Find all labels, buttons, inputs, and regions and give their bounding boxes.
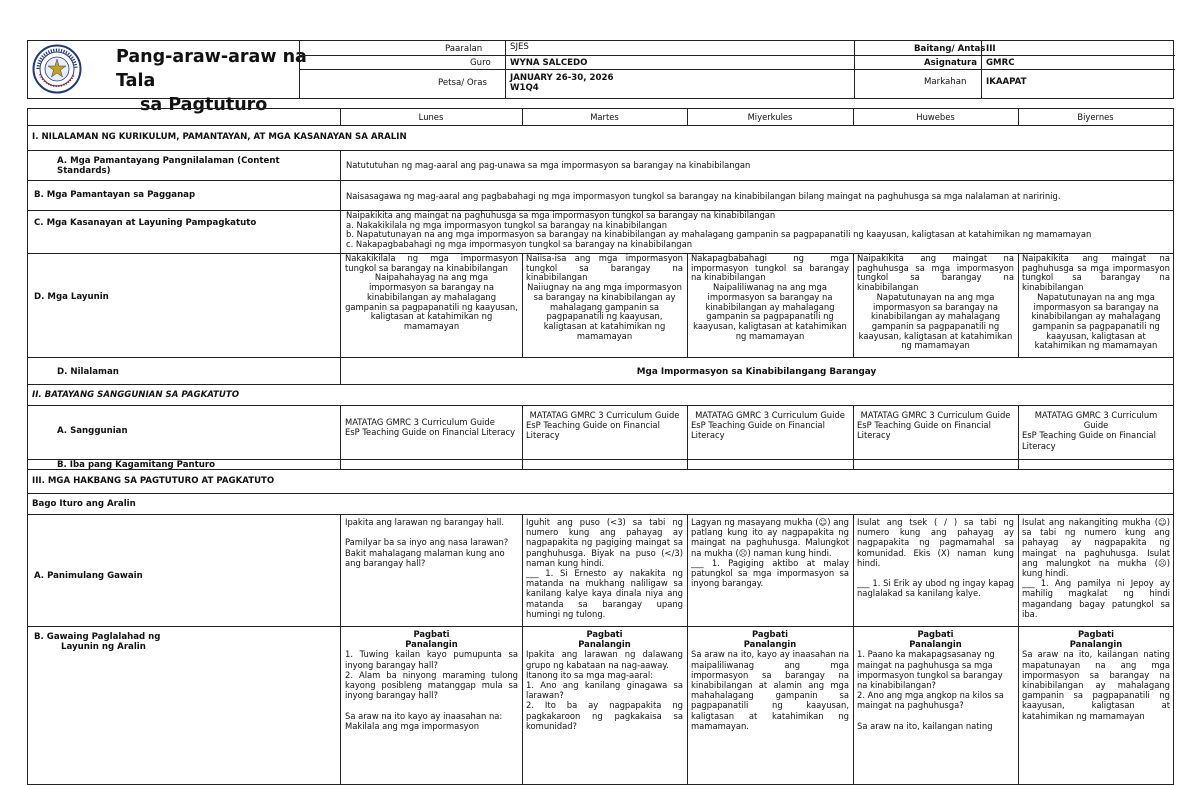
objectives-label: D. Mga Layunin: [34, 292, 109, 302]
presentation-huwebes: Pagbati Panalangin 1. Paano ka makapagsasanay ng maingat na paghuhusga sa mga impormasyon tungkol sa barangay na kinabibilangan? 2. Ano ang mga angkop na kilos sa maingat na paghuhusga? Sa araw na ito, kailangan nating: [857, 629, 1004, 731]
presentation-lunes: Pagbati Panalangin 1. Tuwing kailan kayo pumupunta sa inyong barangay hall? 2. Alam ba ninyong maraming tulong kayong posibleng matanggap mula sa inyong barangay hall? Sa araw na ito kayo ay inaasahan na: Makilala ang mga impormasyon: [345, 629, 518, 731]
section-3-title: III. MGA HAKBANG SA PAGTUTURO AT PAGKATUTO: [32, 476, 275, 486]
other-materials-label: B. Iba pang Kagamitang Panturo: [57, 460, 215, 470]
content-label: D. Nilalaman: [57, 367, 119, 377]
date-value-2: W1Q4: [510, 83, 539, 93]
content-standards-label: A. Mga Pamantayang Pangnilalaman (Content Standards): [57, 156, 280, 176]
date-label: Petsa/ Oras: [438, 78, 487, 88]
reference-miyerkules: MATATAG GMRC 3 Curriculum Guide EsP Teaching Guide on Financial Literacy: [691, 410, 845, 441]
starting-activity-biyernes: Isulat ang nakangiting mukha (☺) sa tabi ng numero kung ang pahayag ay nagpapakita ng maingat na paghuhusga. Isulat ang malungkot na mukha (☹) kung hindi. ___ 1. Ang pamilya ni Jepoy ay mahilig magkalat ng hindi magandang bagay patungkol sa iba.: [1022, 517, 1170, 619]
section-2-title: II. BATAYANG SANGGUNIAN SA PAGKATUTO: [32, 390, 240, 400]
teacher-value: WYNA SALCEDO: [510, 58, 588, 68]
school-label: Paaralan: [445, 44, 483, 54]
before-lesson-label: Bago Ituro ang Aralin: [32, 499, 136, 509]
reference-martes: MATATAG GMRC 3 Curriculum Guide EsP Teaching Guide on Financial Literacy: [526, 410, 680, 441]
day-header-huwebes: Huwebes: [916, 112, 955, 122]
subject-label: Asignatura: [924, 58, 978, 68]
presentation-biyernes: Pagbati Panalangin Sa araw na ito, kailangan nating mapatunayan na ang mga impormasyon sa barangay na kinabibilangan ay mahalagang gampanin sa pagpapanatili ng kaayusan, kaligtasan at katahimikan ng mamamayan: [1022, 629, 1170, 721]
subject-value: GMRC: [986, 58, 1015, 68]
school-value: SJES: [510, 42, 529, 52]
reference-biyernes: MATATAG GMRC 3 Curriculum Guide EsP Teaching Guide on Financial Literacy: [1022, 410, 1158, 451]
content-standards-value: Natututuhan ng mag-aaral ang pag-unawa sa mga impormasyon sa barangay na kinabibilangan: [346, 160, 751, 170]
presentation-miyerkules: Pagbati Panalangin Sa araw na ito, kayo ay inaasahan na maipaliliwanag ang mga impormasyon sa barangay na kinabibilangan at alamin ang mga mahahalagang gampanin sa pagpapanatili ng kaayusan, kaligtasan at katahimikan ng mamamayan.: [691, 629, 849, 731]
document-title: Pang-araw-araw na Tala sa Pagtuturo: [116, 47, 307, 115]
date-value-1: JANUARY 26-30, 2026: [510, 73, 614, 83]
starting-activity-lunes: Ipakita ang larawan ng barangay hall. Pamilyar ba sa inyo ang nasa larawan? Bakit mahalagang malaman kung ano ang barangay hall?: [345, 517, 509, 568]
day-header-martes: Martes: [590, 112, 619, 122]
quarter-value: IKAAPAT: [986, 77, 1027, 87]
objective-martes: Naiisa-isa ang mga impormasyon tungkol sa barangay na kinabibilangan Naiiugnay na ang mga impormasyon sa barangay na kinabibilangan ay mahalagang gampanin sa pagpapanatili ng kaayusan, kaligtasan at katahimikan ng mamamayan: [526, 254, 683, 341]
deped-seal-icon: [32, 44, 82, 94]
quarter-label: Markahan: [924, 77, 967, 87]
performance-standards-label: B. Mga Pamantayan sa Pagganap: [34, 190, 196, 200]
content-value: Mga Impormasyon sa Kinabibilangang Barangay: [636, 367, 877, 377]
presentation-label: B. Gawaing Paglalahad ng Layunin ng Aralin: [34, 632, 161, 652]
section-1-title: I. NILALAMAN NG KURIKULUM, PAMANTAYAN, AT MGA KASANAYAN SA ARALIN: [32, 132, 407, 142]
competencies-label: C. Mga Kasanayan at Layuning Pampagkatuto: [34, 218, 257, 228]
starting-activity-huwebes: Isulat ang tsek ( / ) sa tabi ng numero kung ang pahayag ay nagpapakita ng pagmamahal sa komunidad. Ekis (X) naman kung hindi. ___ 1. Si Erik ay ubod ng ingay kapag naglalakad sa kanilang kalye.: [857, 517, 1014, 599]
day-header-biyernes: Biyernes: [1077, 112, 1114, 122]
header-block: [27, 40, 1174, 115]
objective-biyernes: Naipakikita ang maingat na paghuhusga sa mga impormasyon tungkol sa barangay na kinabibilangan Napatutunayan na ang mga impormasyon sa barangay na kinabibilangan ay mahalagang gampanin sa pagpapanatili ng kaayusan, kaligtasan at katahimikan ng mamamayan: [1022, 254, 1170, 351]
presentation-martes: Pagbati Panalangin Ipakita ang larawan ng dalawang grupo ng kabataan na nag-aaway. Itanong ito sa mga mag-aaral: 1. Ano ang kanilang ginagawa sa larawan? 2. Ito ba ay nagpapakita ng pagkakaroon ng pagkakaisa sa komunidad?: [526, 629, 683, 731]
competencies-value: Naipakikita ang maingat na paghuhusga sa mga impormasyon tungkol sa barangay na kinabibilangan a. Nakakikilala ng mga impormasyon tungkol sa barangay na kinabibilangan b. Napatutunayan na ang mga impormasyon sa barangay na kinabibilangan ay mahalagang gampanin sa pagpapanatili ng kaayusan, kaligtasan at katahimikan ng mamamayan c. Nakapagbabahagi ng mga impormasyon tungkol sa barangay na kinabibilangan: [346, 211, 1092, 249]
performance-standards-value: Naisasagawa ng mag-aaral ang pagbabahagi ng mga impormasyon tungkol sa barangay na kinabibilangan bilang maingat na paghuhusga sa mga nalalaman at naririnig.: [346, 191, 1061, 201]
starting-activity-label: A. Panimulang Gawain: [34, 571, 143, 581]
teacher-label: Guro: [470, 58, 491, 68]
starting-activity-miyerkules: Lagyan ng masayang mukha (☺) ang patlang kung ito ay nagpapakita ng maingat na paghuhusga. Malungkot na mukha (☹) naman kung hindi. ___ 1. Pagiging aktibo at malay patungkol sa mga impormasyon sa inyong barangay.: [691, 517, 849, 589]
grade-value: III: [986, 44, 996, 54]
objective-miyerkules: Nakapagbabahagi ng mga impormasyon tungkol sa barangay na kinabibilangan Naipaliliwanag na ang mga impormasyon sa barangay na kinabibilangan ay mahalagang gampanin sa pagpapanatili ng kaayusan, kaligtasan at katahimikan ng mamamayan: [691, 254, 849, 341]
reference-lunes: MATATAG GMRC 3 Curriculum Guide EsP Teaching Guide on Financial Literacy: [345, 417, 516, 438]
references-label: A. Sanggunian: [57, 426, 128, 436]
grade-label: Baitang/ Antas: [914, 44, 986, 54]
day-header-lunes: Lunes: [418, 112, 444, 122]
objective-huwebes: Naipakikita ang maingat na paghuhusga sa mga impormasyon tungkol sa barangay na kinabibilangan Napatutunayan na ang mga impormasyon sa barangay na kinabibilangan ay mahalagang gampanin sa pagpapanatili ng kaayusan, kaligtasan at katahimikan ng mamamayan: [857, 254, 1014, 351]
day-header-miyerkules: Miyerkules: [747, 112, 793, 122]
objective-lunes: Nakakikilala ng mga impormasyon tungkol sa barangay na kinabibilangan Naipahahayag na ang mga impormasyon sa barangay na kinabibilangan ay mahalagang gampanin sa pagpapanatili ng kaayusan, kaligtasan at katahimikan ng mamamayan: [345, 254, 518, 331]
reference-huwebes: MATATAG GMRC 3 Curriculum Guide EsP Teaching Guide on Financial Literacy: [857, 410, 1011, 441]
starting-activity-martes: Iguhit ang puso (<3) sa tabi ng numero kung ang pahayag ay nagpapakita ng pagiging maingat sa panghuhusga. Biyak na puso (</3) naman kung hindi. ___ 1. Si Ernesto ay nakakita ng matanda na mukhang naliligaw sa kanilang kalye kaya dinala niya ang matanda sa barangay upang humingi ng tulong.: [526, 517, 683, 619]
